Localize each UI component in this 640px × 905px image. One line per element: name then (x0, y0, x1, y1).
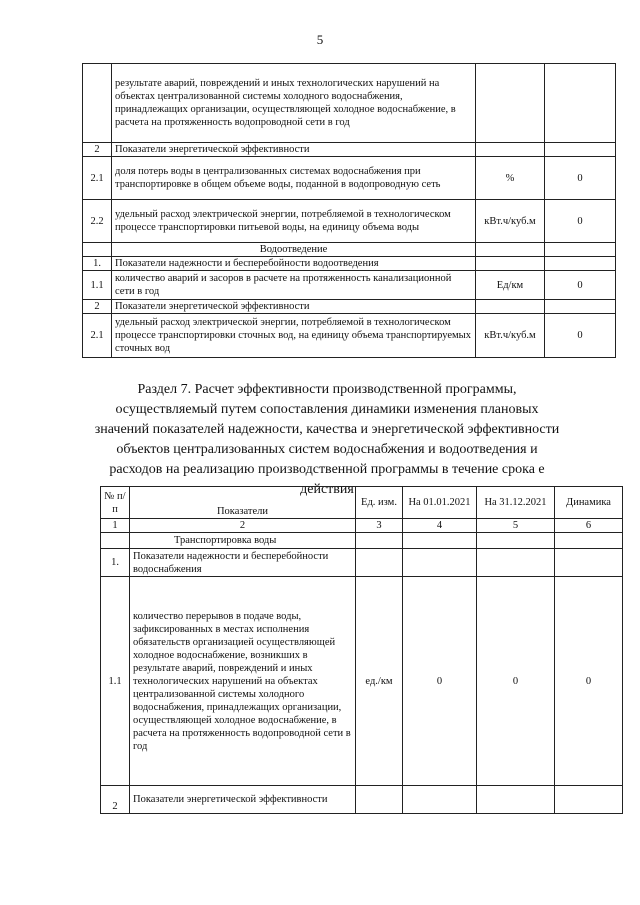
unit-cell (356, 533, 403, 549)
column-number: 5 (477, 519, 555, 533)
row-number: 2.2 (83, 200, 112, 243)
indicator-text: Показатели энергетической эффективности (112, 300, 476, 314)
row-number: 2.1 (83, 157, 112, 200)
unit-cell (476, 243, 545, 257)
unit-cell: кВт.ч/куб.м (476, 200, 545, 243)
table-row (83, 257, 616, 271)
value-dynamics (555, 786, 623, 814)
unit-cell (476, 300, 545, 314)
value-end (477, 549, 555, 577)
section-heading-line: осуществляемый путем сопоставления динамики изменения плановых (115, 402, 539, 417)
value-cell (545, 257, 616, 271)
table-row (83, 200, 616, 243)
indicator-text: количество перерывов в подаче воды, зафиксированных в местах исполнения обязательств организацией осуществляющей холодное водоснабжение, возникших в результате аварий, повреждений и иных технологических нарушений на объектах централизованной системы холодного водоснабжения, принадлежащих организации, осуществляющей холодное водоснабжение, в расчета на протяженность водопроводной сети в год (130, 577, 356, 786)
header-start-date: На 01.01.2021 (403, 487, 477, 519)
indicator-text: Показатели надежности и бесперебойности водоотведения (112, 257, 476, 271)
row-number: 1. (83, 257, 112, 271)
indicator-text: удельный расход электрической энергии, потребляемой в технологическом процессе транспортировки питьевой воды, на единицу объема воды (112, 200, 476, 243)
row-number: 1.1 (101, 577, 130, 786)
row-number: 2 (101, 786, 130, 814)
table-row (83, 314, 616, 358)
table-row (83, 64, 616, 143)
section-heading-line: значений показателей надежности, качества и энергетической эффективности (94, 422, 560, 437)
column-number: 3 (356, 519, 403, 533)
value-cell (545, 300, 616, 314)
value-cell: 0 (545, 314, 616, 358)
table-row (83, 157, 616, 200)
table-row (83, 300, 616, 314)
header-indicator: Показатели (130, 487, 356, 519)
indicators-table-continued (82, 63, 616, 358)
indicator-text: количество аварий и засоров в расчете на протяженность канализационной сети в год (112, 271, 476, 300)
column-number: 4 (403, 519, 477, 533)
table-header-row (101, 487, 623, 519)
row-number: 2 (83, 143, 112, 157)
unit-cell (356, 786, 403, 814)
value-cell (545, 243, 616, 257)
value-cell: 0 (545, 271, 616, 300)
header-unit: Ед. изм. (356, 487, 403, 519)
indicator-text: Показатели энергетической эффективности (112, 143, 476, 157)
section-title: Транспортировка воды (130, 533, 356, 549)
section-heading (82, 380, 572, 500)
unit-cell (476, 257, 545, 271)
table-row (101, 786, 623, 814)
value-end (477, 533, 555, 549)
table-row (101, 533, 623, 549)
unit-cell: % (476, 157, 545, 200)
row-number (101, 533, 130, 549)
row-number (83, 243, 112, 257)
table-row (83, 243, 616, 257)
indicator-text: Показатели надежности и бесперебойности водоснабжения (130, 549, 356, 577)
unit-cell: кВт.ч/куб.м (476, 314, 545, 358)
indicator-text: удельный расход электрической энергии, потребляемой в технологическом процессе транспортировки сточных вод, на единицу объема транспортируемых сточных вод (112, 314, 476, 358)
column-number-row (101, 519, 623, 533)
header-num: № п/п (101, 487, 130, 519)
value-start: 0 (403, 577, 477, 786)
row-number: 2.1 (83, 314, 112, 358)
column-number: 2 (130, 519, 356, 533)
value-cell (545, 64, 616, 143)
value-dynamics (555, 549, 623, 577)
section-title: Водоотведение (112, 243, 476, 257)
table-row (101, 577, 623, 786)
row-number: 1.1 (83, 271, 112, 300)
value-cell (545, 143, 616, 157)
unit-cell (476, 64, 545, 143)
value-dynamics (555, 533, 623, 549)
row-number: 1. (101, 549, 130, 577)
section-heading-line: объектов централизованных систем водоснабжения и водоотведения и (116, 442, 538, 457)
value-start (403, 533, 477, 549)
page-number: 5 (316, 32, 324, 47)
header-dynamics: Динамика (555, 487, 623, 519)
unit-cell: ед./км (356, 577, 403, 786)
unit-cell (476, 143, 545, 157)
value-cell: 0 (545, 200, 616, 243)
column-number: 6 (555, 519, 623, 533)
row-number (83, 64, 112, 143)
value-dynamics: 0 (555, 577, 623, 786)
header-end-date: На 31.12.2021 (477, 487, 555, 519)
value-end: 0 (477, 577, 555, 786)
section-heading-line: расходов на реализацию производственной программы в течение срока е (109, 462, 545, 477)
section-heading-line: Раздел 7. Расчет эффективности производственной программы, (137, 382, 517, 397)
table-row (101, 549, 623, 577)
efficiency-table (100, 486, 623, 814)
indicator-text: Показатели энергетической эффективности (130, 786, 356, 814)
value-start (403, 786, 477, 814)
indicator-text: доля потерь воды в централизованных системах водоснабжения при транспортировке в общем объеме воды, поданной в водопроводную сеть (112, 157, 476, 200)
value-end (477, 786, 555, 814)
unit-cell (356, 549, 403, 577)
column-number: 1 (101, 519, 130, 533)
section-heading-line: действия (300, 482, 354, 497)
row-number: 2 (83, 300, 112, 314)
unit-cell: Ед/км (476, 271, 545, 300)
table-row (83, 271, 616, 300)
value-cell: 0 (545, 157, 616, 200)
value-start (403, 549, 477, 577)
table-row (83, 143, 616, 157)
indicator-text: результате аварий, повреждений и иных технологических нарушений на объектах централизованной системы холодного водоснабжения, принадлежащих организации, осуществляющей холодное водоснабжение, в расчета на протяженность водопроводной сети в год (112, 64, 476, 143)
